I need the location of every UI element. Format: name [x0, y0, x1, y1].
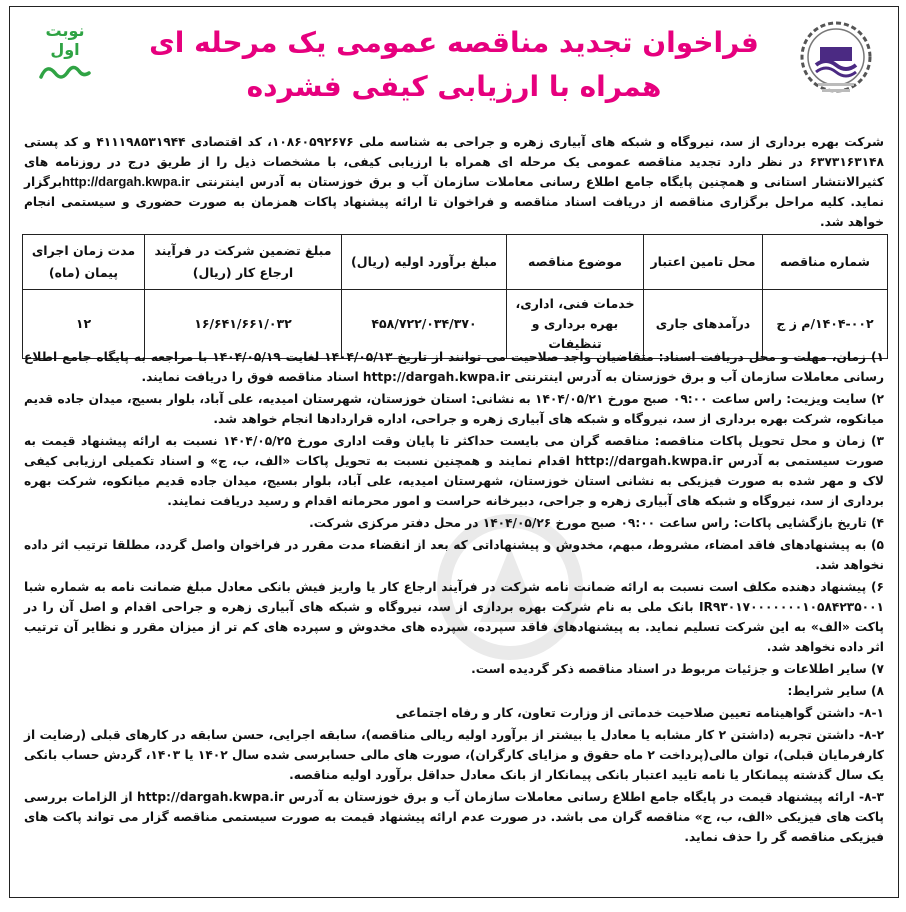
list-item: ۸) سایر شرایط:: [787, 684, 884, 698]
table-header-row: [23, 235, 888, 290]
header-contract-duration: مدت زمان اجرای پیمان (ماه): [23, 235, 145, 290]
company-logo: [792, 17, 880, 105]
header-tender-number: شماره مناقصه: [763, 235, 888, 290]
list-item: ۸-۱- داشتن گواهینامه تعیین صلاحیت خدماتی از وزارت تعاون، کار و رفاه اجتماعی: [395, 706, 884, 720]
intro-text-1: شرکت بهره برداری از سد، نیروگاه و شبکه های آبیاری زهره و جراحی به شناسه ملی ۱۰۸۶۰۵۹۲۶۷۶، کد اقتصادی ۴۱۱۱۹۸۵۳۱۹۴۴ و کد پستی ۶۳۷۳۱۶۳۱۴۸ در نظر دارد تجدید مناقصه عمومی یک مرحله ای همراه با ارزیابی کیفی، با مشخصات ذیل را از طریق درج در روزنامه های کثیرالانتشار استانی و همچنین پایگاه جامع اطلاع رسانی معاملات سازمان آب و برق خوزستان به آدرس اینترنتی: [24, 135, 884, 189]
cell-guarantee-amount: ۱۶/۶۴۱/۶۶۱/۰۳۲: [145, 290, 342, 359]
swirl-icon: [37, 61, 93, 83]
list-item: ۳) زمان و محل تحویل پاکات مناقصه: مناقصه گران می بایست حداکثر تا پایان وقت اداری مورخ ۱۴۰۴/۰۵/۲۵ نسبت به ارائه پیشنهاد قیمت به صورت سیستمی به آدرس http://dargah.kwpa.ir اقدام نمایند و همچنین نسبت به تحویل پاکات «الف، ب، ج» و اسناد تکمیلی ارزیابی کیفی لاک و مهر شده به صورت فیزیکی به نشانی استان خوزستان، شهرستان امیدیه، علی آباد، بلوار بسیج، میدان جاده قدیم میانکوه، شرکت بهره برداری از سد، نیروگاه و شبکه های آبیاری زهره و جراحی، دبیرخانه حراست و امور محرمانه اقدام و رسید دریافت نمایند.: [24, 434, 884, 508]
title-line-2: همراه با ارزیابی کیفی فشرده: [246, 70, 662, 103]
first-publication-badge: [30, 21, 100, 83]
notice-title: [120, 21, 788, 109]
list-item: ۱) زمان، مهلت و محل دریافت اسناد: متقاضیان واجد صلاحیت می توانند از تاریخ ۱۴۰۴/۰۵/۱۳ لغایت ۱۴۰۴/۰۵/۱۹ با مراجعه به پایگاه جامع اطلاع رسانی معاملات سازمان آب و برق خوزستان به آدرس اینترنتی http://dargah.kwpa.ir اسناد مناقصه فوق را دریافت نمایند.: [24, 350, 884, 384]
cell-tender-subject: خدمات فنی، اداری، بهره برداری و تنظیفات: [507, 290, 644, 359]
list-item: ۸-۳- ارائه پیشنهاد قیمت در پایگاه جامع اطلاع رسانی معاملات سازمان آب و برق خوزستان به آدرس http://dargah.kwpa.ir از الزامات بررسی پاکت های فیزیکی «الف، ب، ج» مناقصه گران می باشد. در صورت عدم ارائه پیشنهاد قیمت به صورت سیستمی مناقصه گزار می تواند پاکت های فیزیکی مناقصه گر را حذف نماید.: [24, 790, 884, 844]
list-item: ۵) به پیشنهادهای فاقد امضاء، مشروط، مبهم، مخدوش و پیشنهاداتی که بعد از انقضاء مدت مقرر در فراخوان واصل گردد، مطلقا ترتیب اثر داده نخواهد شد.: [24, 538, 884, 572]
list-item: ۶) پیشنهاد دهنده مکلف است نسبت به ارائه ضمانت نامه شرکت در فرآیند ارجاع کار یا واریز فیش بانکی معادل مبلغ ضمانت نامه به شماره شبا IR۹۳۰۱۷۰۰۰۰۰۰۰۱۰۵۸۴۲۳۵۰۰۱ بانک ملی به نام شرکت بهره برداری از سد، نیروگاه و شبکه های آبیاری زهره و جراحی اقدام و اصل آن را در پاکت «الف» به این شرکت تسلیم نماید. به پیشنهادهای فاقد سپرده، سپرده های مخدوش و سپرده های کم تر از میزان مقرر و نظایر آن ترتیب اثر داده نخواهد شد.: [24, 580, 884, 654]
list-item: ۸-۲- داشتن تجربه (داشتن ۲ کار مشابه یا معادل یا بیشتر از برآورد اولیه ریالی مناقصه)، سابقه اجرایی، حسن سابقه در کارهای قبلی (رضایت از کارفرمایان قبلی)، توان مالی(پرداخت ۲ ماه حقوق و مزایای کارگران)، صورت های مالی حسابرسی شده سال ۱۴۰۲ یا ۱۴۰۳، گردش حساب بانکی یک سال گذشته پیمانکار یا نامه تایید اعتبار بانکی پیمانکار از بانک معادل حداقل برآورد اولیه مناقصه.: [24, 728, 885, 782]
list-item: ۷) سایر اطلاعات و جزئیات مربوط در اسناد مناقصه ذکر گردیده است.: [471, 662, 884, 676]
cell-funding-source: درآمدهای جاری: [644, 290, 763, 359]
cell-initial-estimate: ۴۵۸/۷۲۲/۰۳۴/۳۷۰: [342, 290, 507, 359]
cell-contract-duration: ۱۲: [23, 290, 145, 359]
badge-text: نوبت اول: [45, 21, 85, 59]
title-line-1: فراخوان تجدید مناقصه عمومی یک مرحله ای: [149, 26, 759, 59]
cell-tender-number: ۱۴۰۴-۰۰۲/م ز ج: [763, 290, 888, 359]
conditions-list: [24, 347, 884, 849]
intro-text-2: برگزار نماید. کلیه مراحل برگزاری مناقصه از دریافت اسناد مناقصه و فراخوان تا ارائه پیشنهاد پاکات همزمان به صورت حضوری و سیستمی انجام خواهد شد.: [24, 175, 884, 229]
tender-table: [22, 234, 888, 359]
intro-url: http://dargah.kwpa.ir: [62, 174, 190, 189]
header-initial-estimate: مبلغ برآورد اولیه (ریال): [342, 235, 507, 290]
intro-paragraph: [24, 132, 884, 232]
header-guarantee-amount: مبلغ تضمین شرکت در فرآیند ارجاع کار (ریال): [145, 235, 342, 290]
list-item: ۴) تاریخ بازگشایی پاکات: راس ساعت ۰۹:۰۰ صبح مورخ ۱۴۰۴/۰۵/۲۶ در محل دفتر مرکزی شرکت.: [309, 516, 884, 530]
header-tender-subject: موضوع مناقصه: [507, 235, 644, 290]
tender-notice: [9, 6, 899, 898]
list-item: ۲) سایت ویزیت: راس ساعت ۰۹:۰۰ صبح مورخ ۱۴۰۴/۰۵/۲۱ به نشانی: استان خوزستان، شهرستان امیدیه، علی آباد، بلوار بسیج، میدان جاده قدیم میانکوه، شرکت بهره برداری از سد، نیروگاه و شبکه های آبیاری زهره و جراحی، اداره قراردادها انجام خواهد شد.: [24, 392, 884, 426]
header-funding-source: محل تامین اعتبار: [644, 235, 763, 290]
